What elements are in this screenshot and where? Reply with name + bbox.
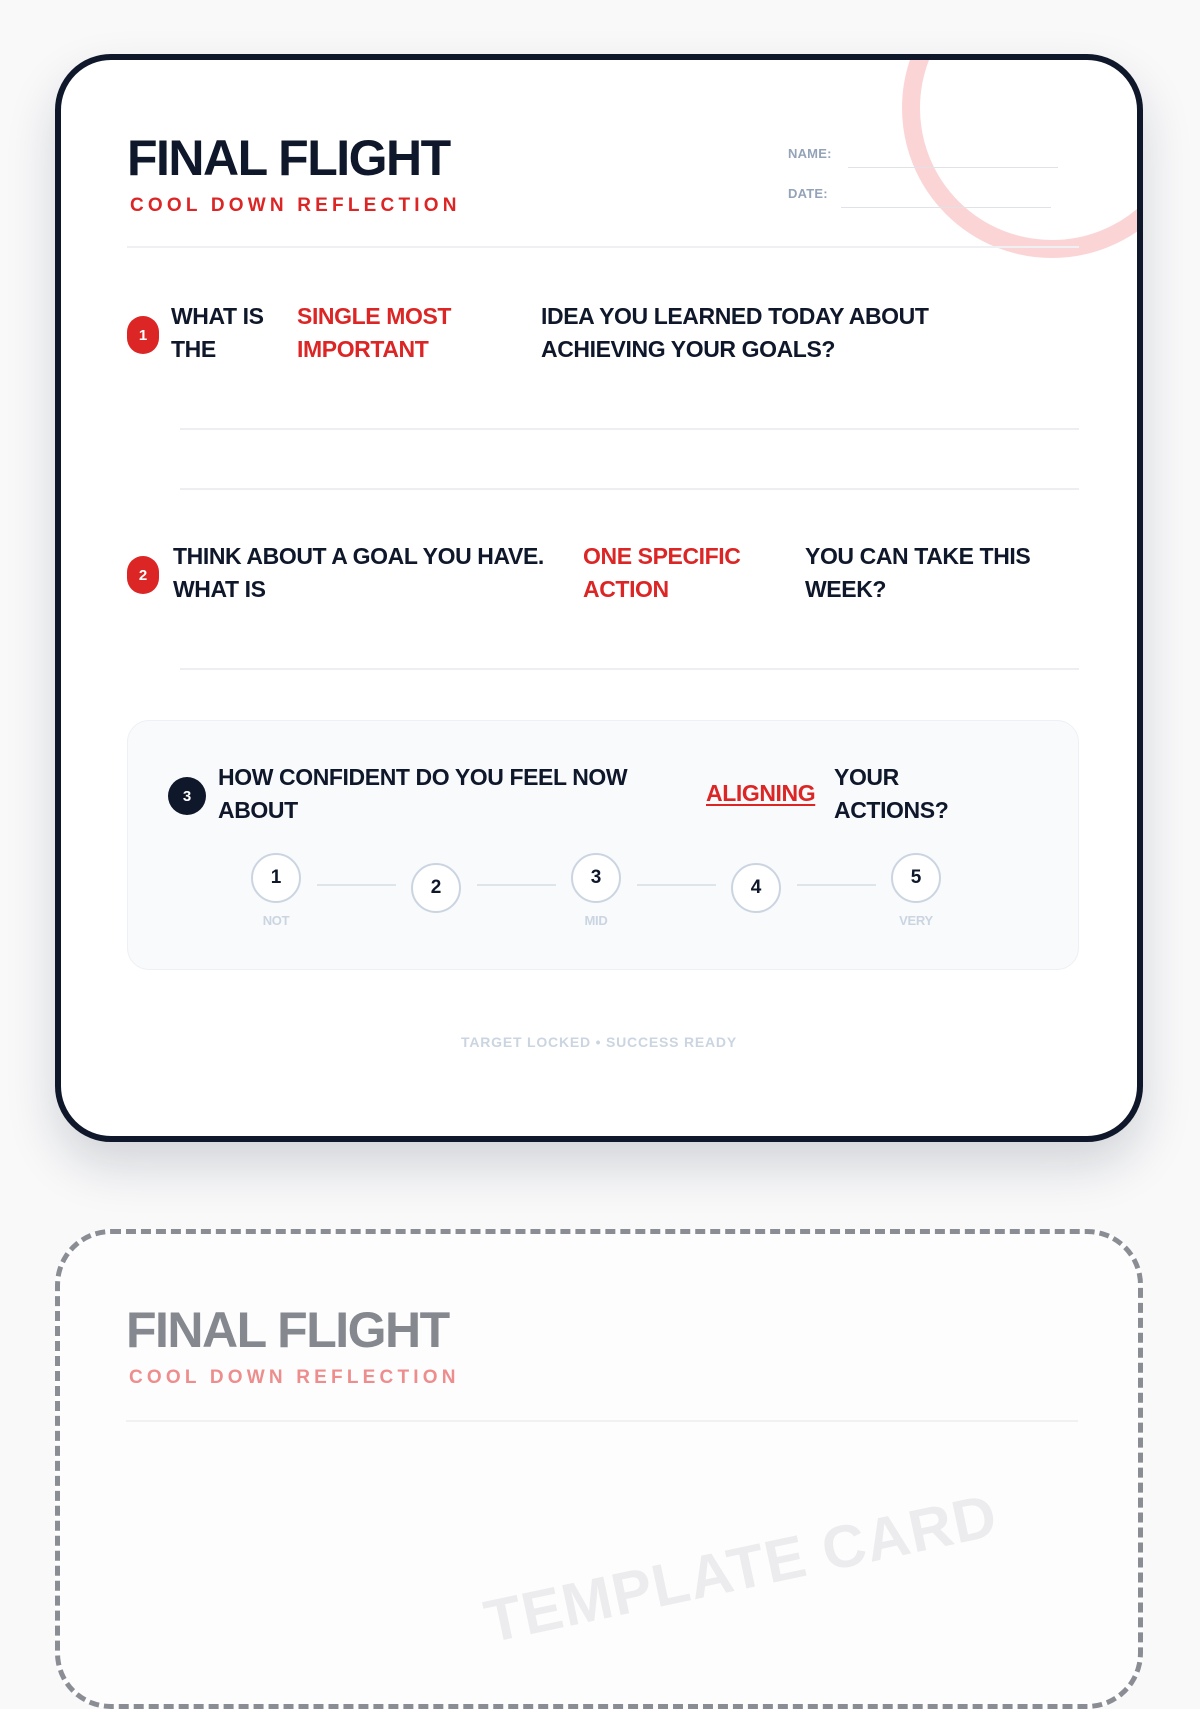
question-2-text-b: YOU CAN TAKE THIS WEEK?	[805, 543, 1031, 602]
question-2-number-badge: 2	[127, 556, 159, 594]
template-header-divider	[126, 1420, 1078, 1422]
header-divider	[127, 246, 1079, 248]
question-1-answer-line-2[interactable]	[180, 488, 1079, 490]
scale-label-mid: MID	[584, 913, 608, 928]
scale-label-very: VERY	[899, 913, 933, 928]
template-watermark: TEMPLATE CARD	[478, 1481, 1004, 1656]
scale-connector	[477, 884, 556, 886]
question-3-highlight: ALIGNING	[706, 780, 816, 806]
question-1-number-badge: 1	[127, 316, 159, 354]
question-1-text-b: IDEA YOU LEARNED TODAY ABOUT ACHIEVING YOUR GOALS?	[541, 303, 929, 362]
card-title: FINAL FLIGHT	[127, 130, 450, 186]
scale-option-4[interactable]: 4	[731, 863, 781, 913]
name-field[interactable]	[848, 167, 1058, 168]
reflection-card	[55, 54, 1143, 1142]
question-1-answer-line-1[interactable]	[180, 428, 1079, 430]
scale-option-1[interactable]: 1	[251, 853, 301, 903]
question-2-highlight: ONE SPECIFIC ACTION	[583, 543, 741, 602]
scale-connector	[797, 884, 876, 886]
scale-connector	[317, 884, 396, 886]
scale-label-not: NOT	[262, 913, 290, 928]
card-footer: TARGET LOCKED • SUCCESS READY	[461, 1034, 737, 1050]
date-field[interactable]	[841, 207, 1051, 208]
question-3-text-b: YOUR ACTIONS?	[834, 764, 949, 823]
scale-option-3[interactable]: 3	[571, 853, 621, 903]
template-card-subtitle: COOL DOWN REFLECTION	[129, 1367, 460, 1388]
question-1-text-a: WHAT IS THE	[171, 303, 264, 362]
decorative-ring	[902, 54, 1143, 258]
card-subtitle: COOL DOWN REFLECTION	[130, 195, 461, 216]
confidence-panel	[127, 720, 1079, 970]
question-2-answer-line[interactable]	[180, 668, 1079, 670]
template-card	[55, 1229, 1143, 1709]
scale-option-5[interactable]: 5	[891, 853, 941, 903]
question-3-number-badge: 3	[168, 777, 206, 815]
question-1-highlight: SINGLE MOST IMPORTANT	[297, 303, 452, 362]
date-label: DATE:	[788, 186, 828, 201]
scale-connector	[637, 884, 716, 886]
question-3-text-a: HOW CONFIDENT DO YOU FEEL NOW ABOUT	[218, 764, 628, 823]
name-label: NAME:	[788, 146, 832, 161]
scale-option-2[interactable]: 2	[411, 863, 461, 913]
template-card-title: FINAL FLIGHT	[126, 1302, 449, 1358]
question-2-text-a: THINK ABOUT A GOAL YOU HAVE. WHAT IS	[173, 543, 544, 602]
